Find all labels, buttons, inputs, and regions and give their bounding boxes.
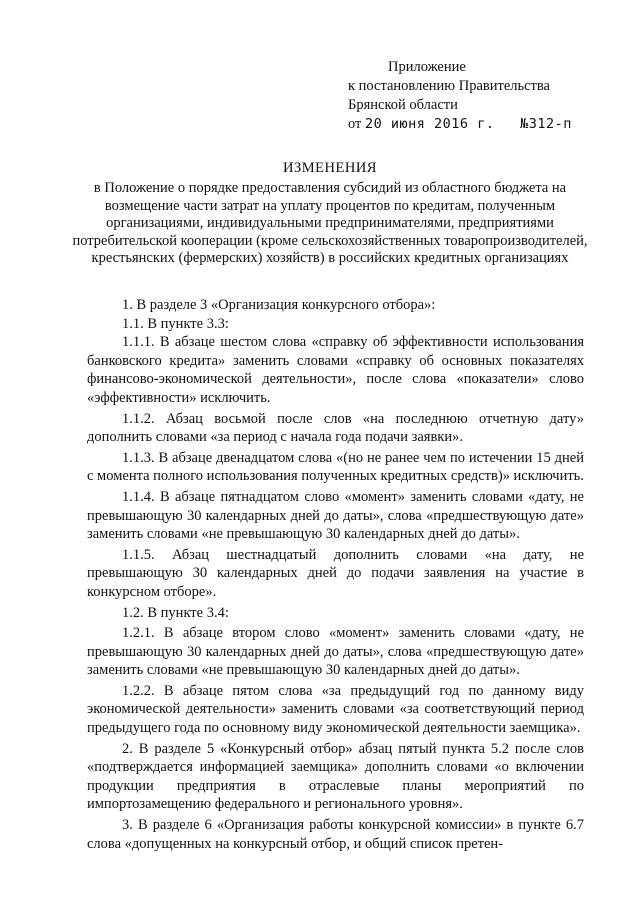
document-body	[87, 296, 584, 853]
paragraph: 1.1.3. В абзаце двенадцатом слова «(но не ранее чем по истечении 15 дней с момента полного использования полученных кредитных средств)» исключить.	[87, 449, 584, 485]
appendix-label: Приложение	[388, 59, 466, 75]
paragraph: 1.2. В пункте 3.4:	[122, 604, 229, 621]
paragraph: 1.2.2. В абзаце пятом слова «за предыдущий год по данному виду экономической деятельности» заменить словами «за соответствующий период предыдущего года по основному виду экономической деятельности заемщика».	[87, 682, 584, 737]
appendix-date-line	[348, 115, 572, 134]
paragraph: 1. В разделе 3 «Организация конкурсного отбора»:	[122, 297, 436, 313]
appendix-region-line: Брянской области	[348, 97, 458, 113]
paragraph: 1.1.1. В абзаце шестом слова «справку об эффективности использования банковского кредита» заменить словами «справку об основных показателях финансово-экономической деятельности», после слова «показатели» слово «эффективности» исключить.	[87, 334, 584, 406]
paragraph: 1.1.5. Абзац шестнадцатый дополнить словами «на дату, не превышающую 30 календарных дней до подачи заявления на участие в конкурсном отборе».	[87, 546, 584, 600]
paragraph: 3. В разделе 6 «Организация работы конкурсной комиссии» в пункте 6.7 слова «допущенных на конкурсный отбор, и общий список претен-	[87, 817, 584, 852]
paragraph: 1.1.2. Абзац восьмой после слов «на последнюю отчетную дату» дополнить словами «за период с начала года подачи заявки».	[87, 410, 584, 446]
decree-date: 20 июня 2016 г.	[365, 116, 495, 132]
document-subtitle: в Положение о порядке предоставления субсидий из областного бюджета на возмещение части затрат на уплату процентов по кредитам, полученным организациями, индивидуальными предпринимателями, предприятиями потребительской кооперации (кроме сельскохозяйственных товаропроизводителей, крестьянских (фермерских) хозяйств) в российских кредитных организациях	[72, 180, 588, 266]
paragraph: 1.2.1. В абзаце втором слово «момент» заменить словами «дату, не превышающую 30 календарных дней до даты», слова «предшествующую дате» заменить словами «не превышающую 30 календарных дней до даты».	[87, 625, 584, 679]
paragraph: 1.1.4. В абзаце пятнадцатом слово «момент» заменить словами «дату, не превышающую 30 календарных дней до даты», слова «предшествующую дате» заменить словами «не превышающую 30 календарных дней до даты».	[87, 488, 584, 543]
paragraph: 2. В разделе 5 «Конкурсный отбор» абзац пятый пункта 5.2 после слов «подтверждается информацией заемщика» дополнить словами «о включении продукции предприятия в отраслевые планы мероприятий по импортозамещению федерального и регионального уровня».	[87, 740, 584, 813]
paragraph: 1.1. В пункте 3.3:	[122, 315, 229, 332]
appendix-block	[348, 58, 572, 134]
document-title: ИЗМЕНЕНИЯ	[283, 160, 377, 176]
date-prefix: от	[348, 116, 362, 132]
decree-number: №312-п	[520, 116, 572, 132]
appendix-decree-line: к постановлению Правительства	[348, 78, 550, 94]
